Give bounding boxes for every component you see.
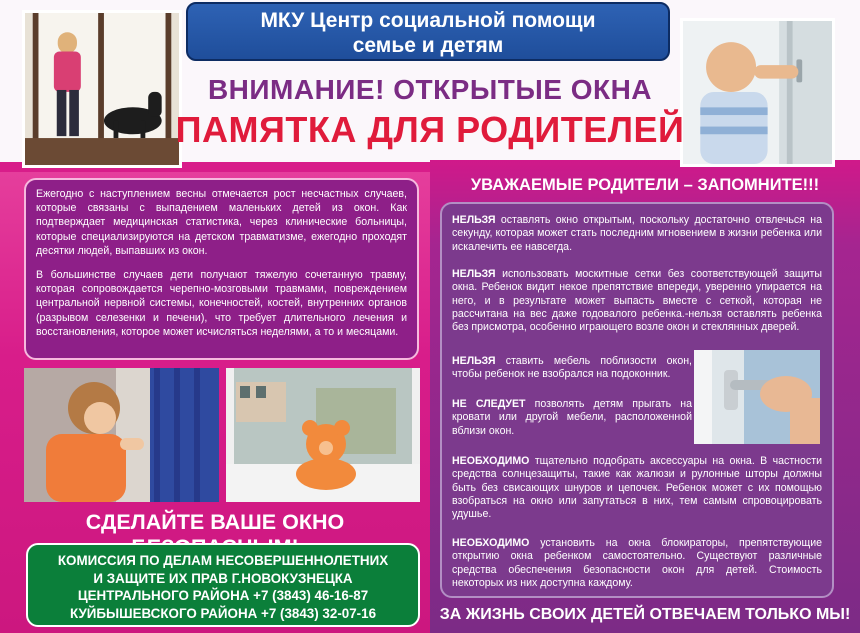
info-paragraph-1: Ежегодно с наступлением весны отмечается рост несчастных случаев, которые связаны с выпадением маленьких детей из окон. Как подтверждает медицинская статистика, через клинические больницы, которые специализируются на детском травматизме, ежегодно проходят десятки людей, выпавших из окон. bbox=[36, 188, 407, 257]
attention-title: ВНИМАНИЕ! ОТКРЫТЫЕ ОКНА bbox=[207, 74, 653, 105]
rule-item bbox=[452, 355, 692, 382]
safe-window-slogan: СДЕЛАЙТЕ ВАШЕ ОКНО bbox=[85, 510, 345, 534]
kuibyshev-district-phone: КУЙБЫШЕВСКОГО РАЙОНА +7 (3843) 32-07-16 bbox=[69, 605, 377, 621]
organization-header bbox=[186, 2, 670, 61]
rule-keyword: НЕЛЬЗЯ bbox=[452, 268, 496, 280]
central-district-phone: ЦЕНТРАЛЬНОГО РАЙОНА +7 (3843) 46-16-87 bbox=[77, 588, 369, 603]
rule-keyword: НЕОБХОДИМО bbox=[452, 537, 530, 549]
commission-line-2: И ЗАЩИТЕ ИХ ПРАВ Г.НОВОКУЗНЕЦКА bbox=[93, 570, 353, 586]
rule-text: ставить мебель поблизости окон, чтобы ребенок не взобрался на подоконник. bbox=[452, 355, 692, 381]
rule-keyword: НЕОБХОДИМО bbox=[452, 455, 530, 467]
rule-item bbox=[452, 214, 822, 254]
remember-heading: УВАЖАЕМЫЕ РОДИТЕЛИ – ЗАПОМНИТЕ!!! bbox=[470, 176, 820, 194]
rule-text: оставлять окно открытым, поскольку достаточно отвлечься на секунду, которая может стать последним мгновением в жизни ребенка или искалечить ее навсегда. bbox=[452, 214, 822, 253]
org-line-1: МКУ Центр социальной помощи bbox=[260, 9, 596, 32]
rule-item bbox=[452, 537, 822, 590]
rule-item bbox=[452, 398, 692, 438]
rule-keyword: НЕЛЬЗЯ bbox=[452, 355, 496, 367]
teddy-windowsill-photo bbox=[226, 368, 420, 502]
rule-keyword: НЕЛЬЗЯ bbox=[452, 214, 496, 226]
commission-contacts bbox=[26, 543, 420, 627]
memo-title: ПАМЯТКА ДЛЯ РОДИТЕЛЕЙ bbox=[175, 109, 685, 150]
statistics-info-box bbox=[24, 178, 419, 360]
rule-text: позволять детям прыгать на кровати или другой мебели, расположенной вблизи окон. bbox=[452, 398, 692, 437]
responsibility-slogan: ЗА ЖИЗНЬ СВОИХ ДЕТЕЙ ОТВЕЧАЕМ ТОЛЬКО МЫ! bbox=[439, 606, 851, 623]
info-paragraph-2: В большинстве случаев дети получают тяжелую сочетанную травму, которая сопровождается черепно-мозговыми травмами, повреждением центральной нервной системы, конечностей, костей, внутренних органов (разрывом селезенки и печени), что требует длительного лечения и восстановления, которое может исчисляться неделями, а то и месяцами. bbox=[36, 269, 407, 338]
org-line-2: семье и детям bbox=[352, 34, 504, 57]
rule-text: тщательно подобрать аксессуары на окна. В частности средства солнцезащиты, такие как жалюзи и рулонные шторы должны быть без свисающих шнуров и цепочек. Ребенок может с их помощью взобраться на окно или запутаться в них, тем самым спровоцировать удушье. bbox=[452, 455, 822, 521]
window-handle-photo bbox=[694, 350, 820, 444]
child-at-door-photo bbox=[24, 368, 219, 502]
commission-line-1: КОМИССИЯ ПО ДЕЛАМ НЕСОВЕРШЕННОЛЕТНИХ bbox=[57, 553, 389, 568]
rule-text: использовать москитные сетки без соответствующей защиты окна. Ребенок видит некое препятствие впереди, уверенно упирается на него, и в результате может выпасть вместе с сеткой, которая не рассчитана на вес даже годовалого ребенка.-нельзя оставлять ребенка без присмотра, особенно играющего возле окон и стеклянных дверей. bbox=[452, 268, 822, 334]
rule-item bbox=[452, 455, 822, 521]
rule-text: установить на окна блокираторы, препятствующие открытию окна ребенком самостоятельно. Существуют различные средства обеспечения безопасности окон для детей. Стоимость некоторых из них доступна каждому. bbox=[452, 537, 822, 589]
rule-item bbox=[452, 268, 822, 334]
rule-keyword: НЕ СЛЕДУЕТ bbox=[452, 398, 526, 410]
